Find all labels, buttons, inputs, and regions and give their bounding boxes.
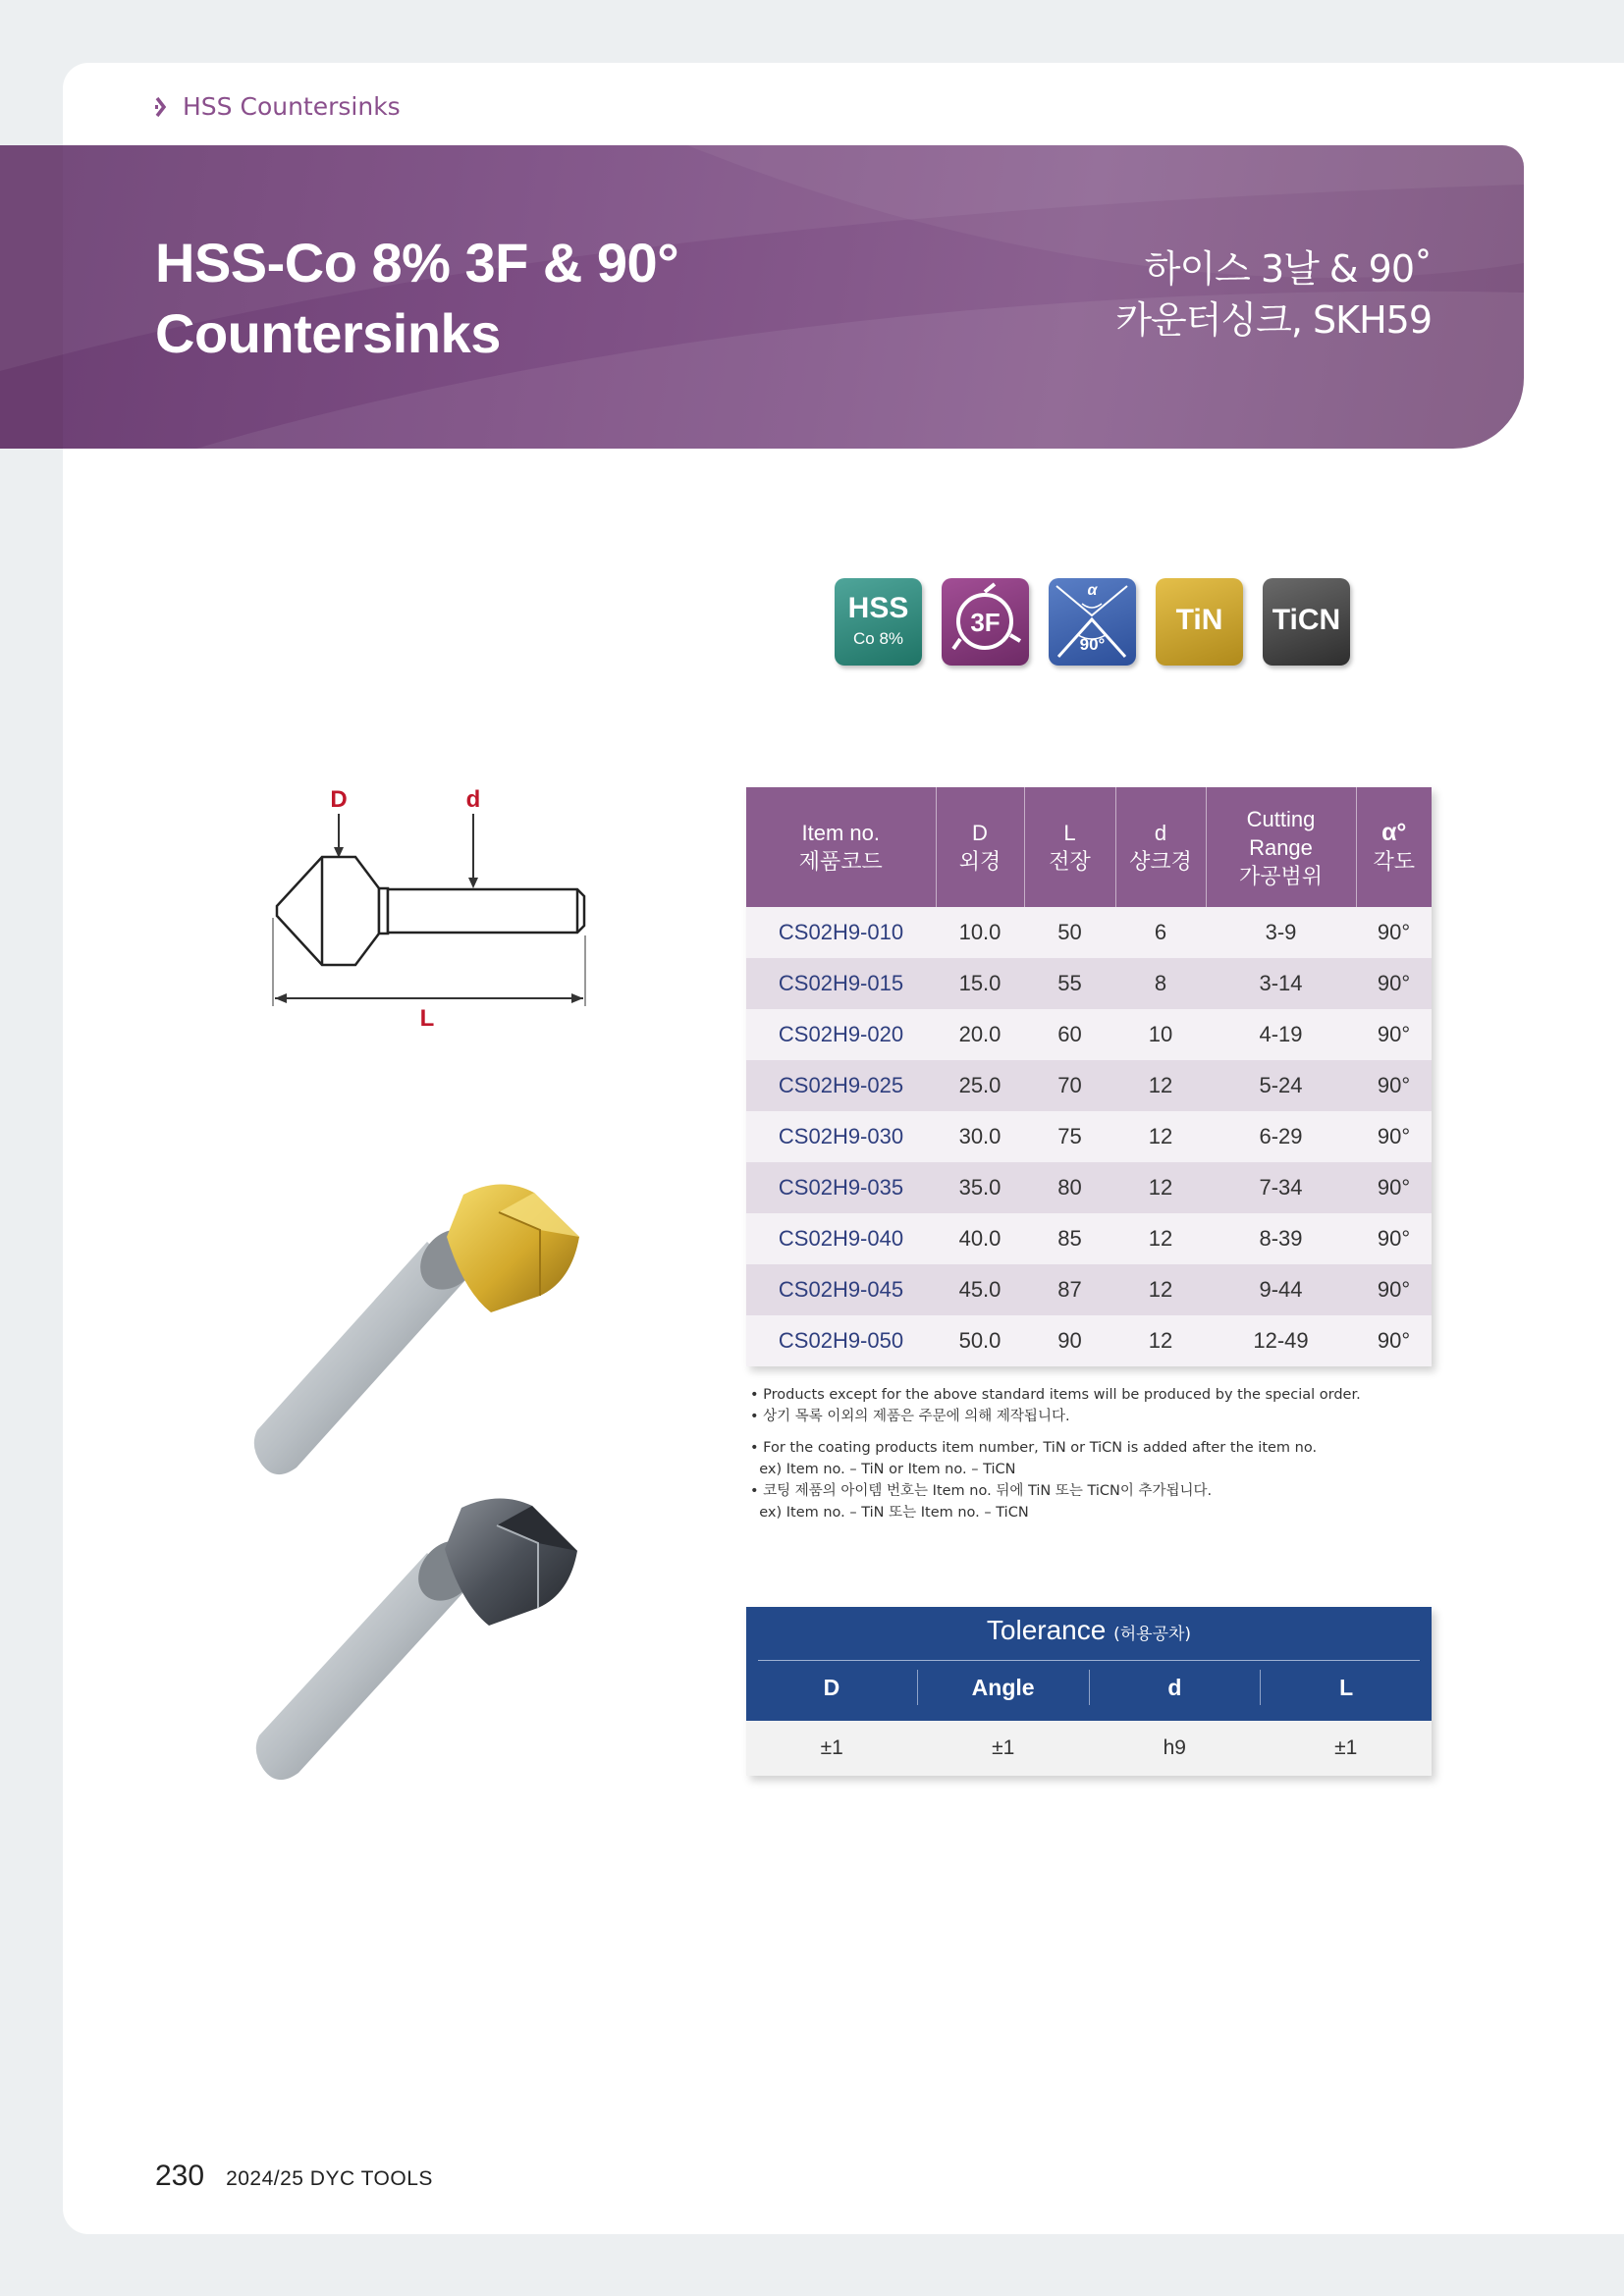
col-item-no [746,787,936,907]
cell-cutting-range: 5-24 [1206,1060,1356,1111]
angle-badge [1049,578,1136,666]
page-title [155,228,678,369]
cell-angle: 90° [1356,958,1432,1009]
cell-d: 12 [1115,1213,1206,1264]
cell-angle: 90° [1356,907,1432,958]
tol-val-D: ±1 [820,1736,843,1759]
cell-angle: 90° [1356,1213,1432,1264]
table-row [746,1162,1432,1213]
tolerance-header [746,1607,1432,1721]
tolerance-title-en: Tolerance [986,1615,1107,1645]
cell-d: 12 [1115,1111,1206,1162]
table-row [746,958,1432,1009]
countersink-outline [277,857,584,965]
col-header-en-2: Range [1249,834,1313,860]
cell-cutting-range: 7-34 [1206,1162,1356,1213]
hss-badge-label: HSS [847,592,909,624]
table-row [746,1213,1432,1264]
ticn-badge-label: TiCN [1272,604,1341,636]
breadcrumb[interactable] [155,92,401,121]
col-header-ko: 외경 [958,849,1001,874]
ticn-badge [1263,578,1350,666]
tolerance-title-ko: (허용공차) [1113,1625,1192,1644]
col-cutting-range [1206,787,1356,907]
cell-item-no: CS02H9-015 [746,958,936,1009]
cell-item-no: CS02H9-035 [746,1162,936,1213]
table-header-row [746,787,1432,907]
cell-L: 55 [1024,958,1115,1009]
feature-badges [835,578,1350,666]
cell-cutting-range: 3-9 [1206,907,1356,958]
ticn-countersink-photo [245,1490,589,1794]
table-row [746,1264,1432,1315]
title-line-2: Countersinks [155,302,501,364]
col-header-ko: 샹크경 [1129,849,1192,874]
tol-col-L: L [1260,1670,1432,1705]
cell-L: 75 [1024,1111,1115,1162]
cell-d: 10 [1115,1009,1206,1060]
cell-item-no: CS02H9-010 [746,907,936,958]
tin-badge-label: TiN [1175,604,1223,636]
cell-d: 12 [1115,1162,1206,1213]
cell-cutting-range: 3-14 [1206,958,1356,1009]
tol-col-d: d [1089,1670,1261,1705]
col-header-ko: 가공범위 [1238,863,1323,888]
table-body [746,907,1432,1366]
cell-angle: 90° [1356,1111,1432,1162]
cell-d: 6 [1115,907,1206,958]
cell-d: 8 [1115,958,1206,1009]
cell-cutting-range: 4-19 [1206,1009,1356,1060]
table-row [746,1009,1432,1060]
note-line: ex) Item no. – TiN 또는 Item no. – TiCN [750,1505,1029,1521]
col-header-en: d [1154,821,1167,845]
cell-cutting-range: 8-39 [1206,1213,1356,1264]
angle-badge-label: 90° [1079,635,1106,654]
col-header-ko: 제품코드 [798,849,883,874]
tin-countersink-photo [245,1173,589,1487]
cell-D: 15.0 [936,958,1024,1009]
specification-table [746,787,1432,1366]
cell-L: 60 [1024,1009,1115,1060]
title-line-1: HSS-Co 8% 3F & 90° [155,232,679,294]
cell-D: 20.0 [936,1009,1024,1060]
d-arrow-head [468,878,478,888]
cell-cutting-range: 12-49 [1206,1315,1356,1366]
cell-angle: 90° [1356,1162,1432,1213]
cell-item-no: CS02H9-045 [746,1264,936,1315]
cell-D: 25.0 [936,1060,1024,1111]
cell-angle: 90° [1356,1264,1432,1315]
chevron-right-icon [155,96,169,118]
dimension-D-label: D [330,786,348,813]
note-line: • For the coating products item number, TiN or TiCN is added after the item no. [750,1440,1318,1456]
catalog-brand: 2024/25 DYC TOOLS [226,2167,433,2190]
cell-L: 87 [1024,1264,1115,1315]
cell-item-no: CS02H9-050 [746,1315,936,1366]
cell-d: 12 [1115,1060,1206,1111]
notes [750,1384,1361,1523]
cell-D: 35.0 [936,1162,1024,1213]
cell-item-no: CS02H9-030 [746,1111,936,1162]
table-row [746,907,1432,958]
note-line: • 코팅 제품의 아이템 번호는 Item no. 뒤에 TiN 또는 TiCN이 추가됩니다. [750,1483,1213,1499]
tin-badge [1156,578,1243,666]
tol-val-L: ±1 [1334,1736,1358,1759]
technical-drawing [255,780,609,1036]
col-D [936,787,1024,907]
cell-D: 50.0 [936,1315,1024,1366]
cell-L: 80 [1024,1162,1115,1213]
col-header-ko: 전장 [1049,849,1091,874]
page-number: 230 [155,2160,205,2192]
col-header-ko: 각도 [1373,849,1415,874]
note-line: • Products except for the above standard items will be produced by the special order. [750,1387,1361,1403]
cell-angle: 90° [1356,1315,1432,1366]
cell-L: 85 [1024,1213,1115,1264]
col-header-en: L [1063,821,1076,845]
cell-L: 70 [1024,1060,1115,1111]
cell-D: 40.0 [936,1213,1024,1264]
col-header-en: D [972,821,988,845]
col-L [1024,787,1115,907]
alpha-label: α [1087,582,1098,599]
cell-cutting-range: 6-29 [1206,1111,1356,1162]
tolerance-divider [758,1660,1420,1661]
cell-D: 10.0 [936,907,1024,958]
cell-d: 12 [1115,1315,1206,1366]
tol-col-angle: Angle [917,1670,1089,1705]
cell-item-no: CS02H9-040 [746,1213,936,1264]
col-d [1115,787,1206,907]
cell-angle: 90° [1356,1009,1432,1060]
tolerance-columns [746,1670,1432,1705]
korean-title [1115,243,1432,346]
dimension-d-label: d [465,786,481,813]
col-header-en: Cutting [1246,806,1316,831]
cell-item-no: CS02H9-020 [746,1009,936,1060]
footer [155,2160,433,2193]
flutes-badge-label: 3F [970,608,1001,637]
cell-d: 12 [1115,1264,1206,1315]
note-gap [750,1427,1361,1437]
cell-L: 50 [1024,907,1115,958]
cell-D: 30.0 [936,1111,1024,1162]
cell-angle: 90° [1356,1060,1432,1111]
cell-cutting-range: 9-44 [1206,1264,1356,1315]
note-line: • 상기 목록 이외의 제품은 주문에 의해 제작됩니다. [750,1409,1070,1424]
title-banner [0,145,1524,449]
cell-D: 45.0 [936,1264,1024,1315]
tolerance-table [746,1607,1432,1776]
cell-L: 90 [1024,1315,1115,1366]
dimension-L-label: L [419,1005,435,1032]
table-row [746,1060,1432,1111]
table-row [746,1111,1432,1162]
korean-title-line-1: 하이스 3날 & 90˚ [1144,247,1432,291]
hss-badge-sublabel: Co 8% [852,629,904,648]
breadcrumb-label: HSS Countersinks [183,92,401,121]
cell-item-no: CS02H9-025 [746,1060,936,1111]
col-header-en: Item no. [801,821,880,845]
table-row [746,1315,1432,1366]
tol-col-D: D [823,1675,840,1700]
tol-val-d: h9 [1163,1736,1186,1759]
tol-val-angle: ±1 [992,1736,1015,1759]
note-line: ex) Item no. – TiN or Item no. – TiCN [750,1462,1016,1477]
korean-title-line-2: 카운터싱크, SKH59 [1115,298,1432,342]
col-header-en: α° [1381,819,1407,846]
tolerance-values [746,1721,1432,1776]
tolerance-title [746,1615,1432,1646]
flutes-badge [942,578,1029,666]
col-angle [1356,787,1432,907]
hss-badge [835,578,922,666]
